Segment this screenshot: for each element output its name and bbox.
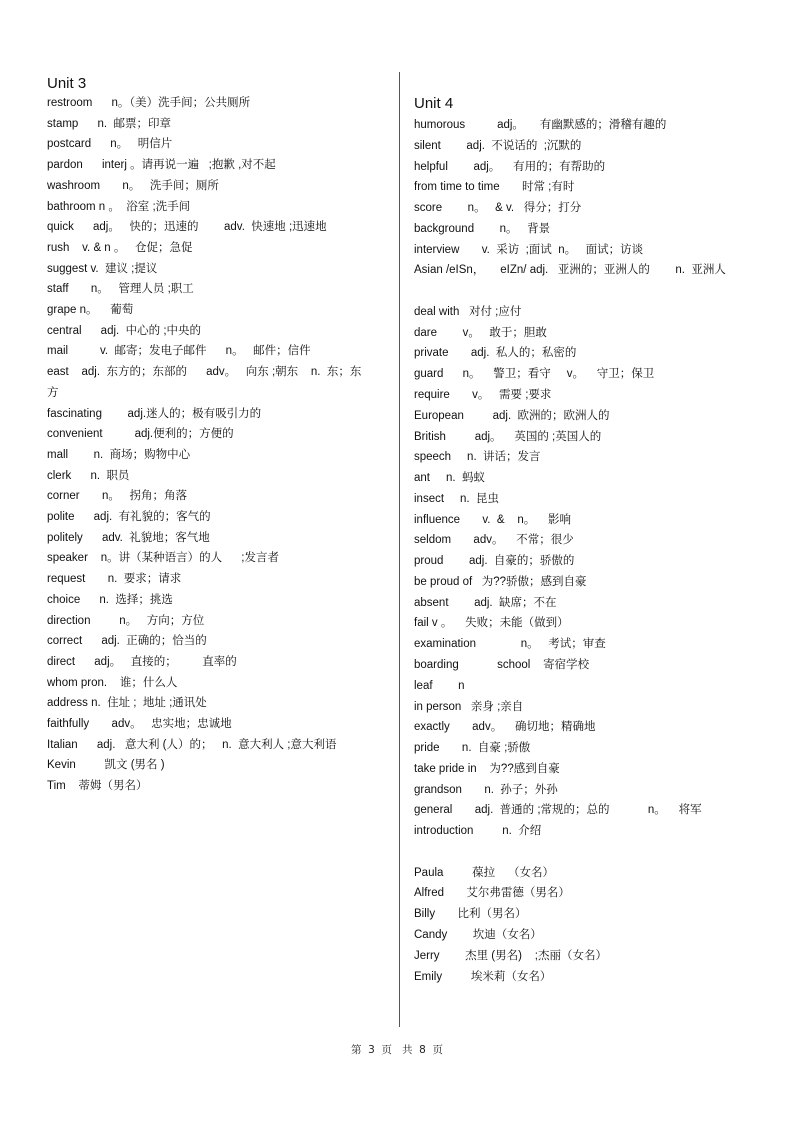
vocab-entry: examination n。 考试；审查 [414, 638, 606, 651]
vocab-entry: silent adj. 不说话的 ;沉默的 [414, 139, 582, 152]
vocab-entry: European adj. 欧洲的；欧洲人的 [414, 409, 610, 422]
vocab-entry: take pride in 为??感到自豪 [414, 762, 560, 775]
vocab-entry: Asian /eISn， eIZn/ adj. 亚洲的；亚洲人的 n. 亚洲人 [414, 264, 726, 277]
vocab-entry: British adj。 英国的 ;英国人的 [414, 430, 602, 443]
vocab-entry: Paula 葆拉 （女名） [414, 866, 554, 879]
vocab-entry: polite adj. 有礼貌的；客气的 [47, 511, 211, 523]
vocab-entry: dare v。 敢于；胆敢 [414, 326, 547, 339]
vocab-entry: bathroom n 。 浴室 ;洗手间 [47, 200, 191, 213]
vocab-entry: speech n. 讲话；发言 [414, 451, 541, 464]
vocab-entry: direct adj。 直接的； 直率的 [47, 655, 237, 668]
vocab-entry: mail v. 邮寄；发电子邮件 n。 邮件；信件 [47, 345, 311, 358]
vocab-entry: mall n. 商场；购物中心 [47, 448, 191, 461]
unit-4-title: Unit 4 [414, 95, 454, 112]
vocab-entry: interview v. 采访 ;面试 n。 面试；访谈 [414, 243, 644, 256]
vocab-entry: absent adj. 缺席；不在 [414, 596, 557, 609]
vocab-entry: Billy 比利（男名） [414, 908, 527, 921]
vocab-entry: grape n。 葡萄 [47, 304, 134, 316]
vocab-entry: convenient adj.便利的；方便的 [47, 428, 234, 441]
vocab-entry: faithfully adv。 忠实地；忠诚地 [47, 718, 232, 730]
unit-3-title: Unit 3 [47, 75, 87, 92]
vocab-entry: pardon interj 。请再说一遍 ;抱歉 ,对不起 [47, 159, 276, 172]
vocab-entry: request n. 要求；请求 [47, 573, 182, 586]
vocab-entry: 方 [47, 386, 59, 399]
vocab-entry: Jerry 杰里 (男名) ;杰丽（女名） [414, 949, 607, 962]
vocab-entry: quick adj。 快的；迅速的 adv. 快速地 ;迅速地 [47, 221, 327, 234]
vocab-entry: corner n。 拐角；角落 [47, 490, 187, 503]
vocab-entry: staff n。 管理人员 ;职工 [47, 283, 194, 296]
vocab-entry: boarding school 寄宿学校 [414, 659, 590, 672]
vocab-entry: insect n. 昆虫 [414, 492, 499, 505]
vocab-entry: correct adj. 正确的；恰当的 [47, 635, 207, 648]
vocab-entry: leaf n [414, 679, 465, 692]
vocab-entry: seldom adv。 不常；很少 [414, 534, 574, 547]
vocab-entry: direction n。 方向；方位 [47, 614, 205, 627]
vocab-entry: exactly adv。 确切地；精确地 [414, 721, 596, 734]
vocab-entry: helpful adj。 有用的；有帮助的 [414, 160, 606, 173]
vocab-entry: Candy 坎迪（女名） [414, 929, 542, 942]
vocab-entry: score n。 & v. 得分；打分 [414, 202, 582, 215]
vocab-entry: pride n. 自豪 ;骄傲 [414, 742, 531, 755]
vocab-entry: private adj. 私人的；私密的 [414, 347, 577, 360]
vocab-entry: proud adj. 自豪的；骄傲的 [414, 555, 575, 568]
vocab-entry: grandson n. 孙子；外孙 [414, 783, 558, 796]
vocab-entry: postcard n。 明信片 [47, 138, 173, 151]
vocab-entry: influence v. & n。 影响 [414, 513, 572, 526]
vocab-entry: Kevin 凯文 (男名 ) [47, 759, 165, 772]
vocab-entry: suggest v. 建议 ;提议 [47, 262, 158, 275]
vocab-entry: Alfred 艾尔弗雷德（男名） [414, 887, 570, 900]
vocab-entry: Italian adj. 意大利 (人）的； n. 意大利人 ;意大利语 [47, 738, 337, 751]
vocab-entry: be proud of 为??骄傲；感到自豪 [414, 575, 587, 588]
vocab-entry: general adj. 普通的 ;常规的；总的 n。 将军 [414, 804, 702, 817]
vocab-entry: choice n. 选择；挑选 [47, 593, 173, 606]
vocab-entry: fail v 。 失败；未能（做到） [414, 617, 569, 630]
column-divider [399, 72, 400, 1027]
vocab-entry: background n。 背景 [414, 222, 551, 235]
vocab-entry: central adj. 中心的 ;中央的 [47, 324, 202, 337]
vocab-entry: Tim 蒂姆（男名） [47, 780, 148, 793]
vocab-entry: humorous adj。 有幽默感的；滑稽有趣的 [414, 119, 667, 131]
vocab-entry: introduction n. 介绍 [414, 825, 542, 838]
vocab-entry: in person 亲身 ;亲自 [414, 700, 524, 713]
vocab-entry: fascinating adj.迷人的；极有吸引力的 [47, 407, 262, 420]
vocab-entry: require v。 需要 ;要求 [414, 389, 552, 401]
page-footer: 第 3 页 共 8 页 [350, 1044, 444, 1056]
vocab-entry: from time to time 时常 ;有时 [414, 181, 575, 194]
vocab-entry: Emily 埃米莉（女名） [414, 970, 552, 983]
vocab-entry: guard n。 警卫；看守 v。 守卫；保卫 [414, 368, 655, 381]
vocab-entry: ant n. 蚂蚁 [414, 472, 485, 485]
vocab-entry: speaker n。讲（某种语言）的人 ;发言者 [47, 552, 279, 565]
vocab-entry: politely adv. 礼貌地；客气地 [47, 531, 210, 544]
vocab-entry: restroom n。（美）洗手间；公共厕所 [47, 97, 251, 109]
vocab-entry: rush v. & n 。 仓促；急促 [47, 241, 193, 254]
vocab-entry: deal with 对付 ;应付 [414, 305, 522, 318]
vocab-entry: clerk n. 职员 [47, 469, 130, 482]
vocab-entry: whom pron. 谁；什么人 [47, 676, 178, 689]
vocab-entry: stamp n. 邮票；印章 [47, 117, 171, 130]
vocab-entry: east adj. 东方的；东部的 adv。 向东 ;朝东 n. 东；东 [47, 366, 362, 379]
vocab-entry: address n. 住址 ; 地址 ;通讯处 [47, 697, 207, 710]
vocab-entry: washroom n。 洗手间；厕所 [47, 179, 219, 192]
